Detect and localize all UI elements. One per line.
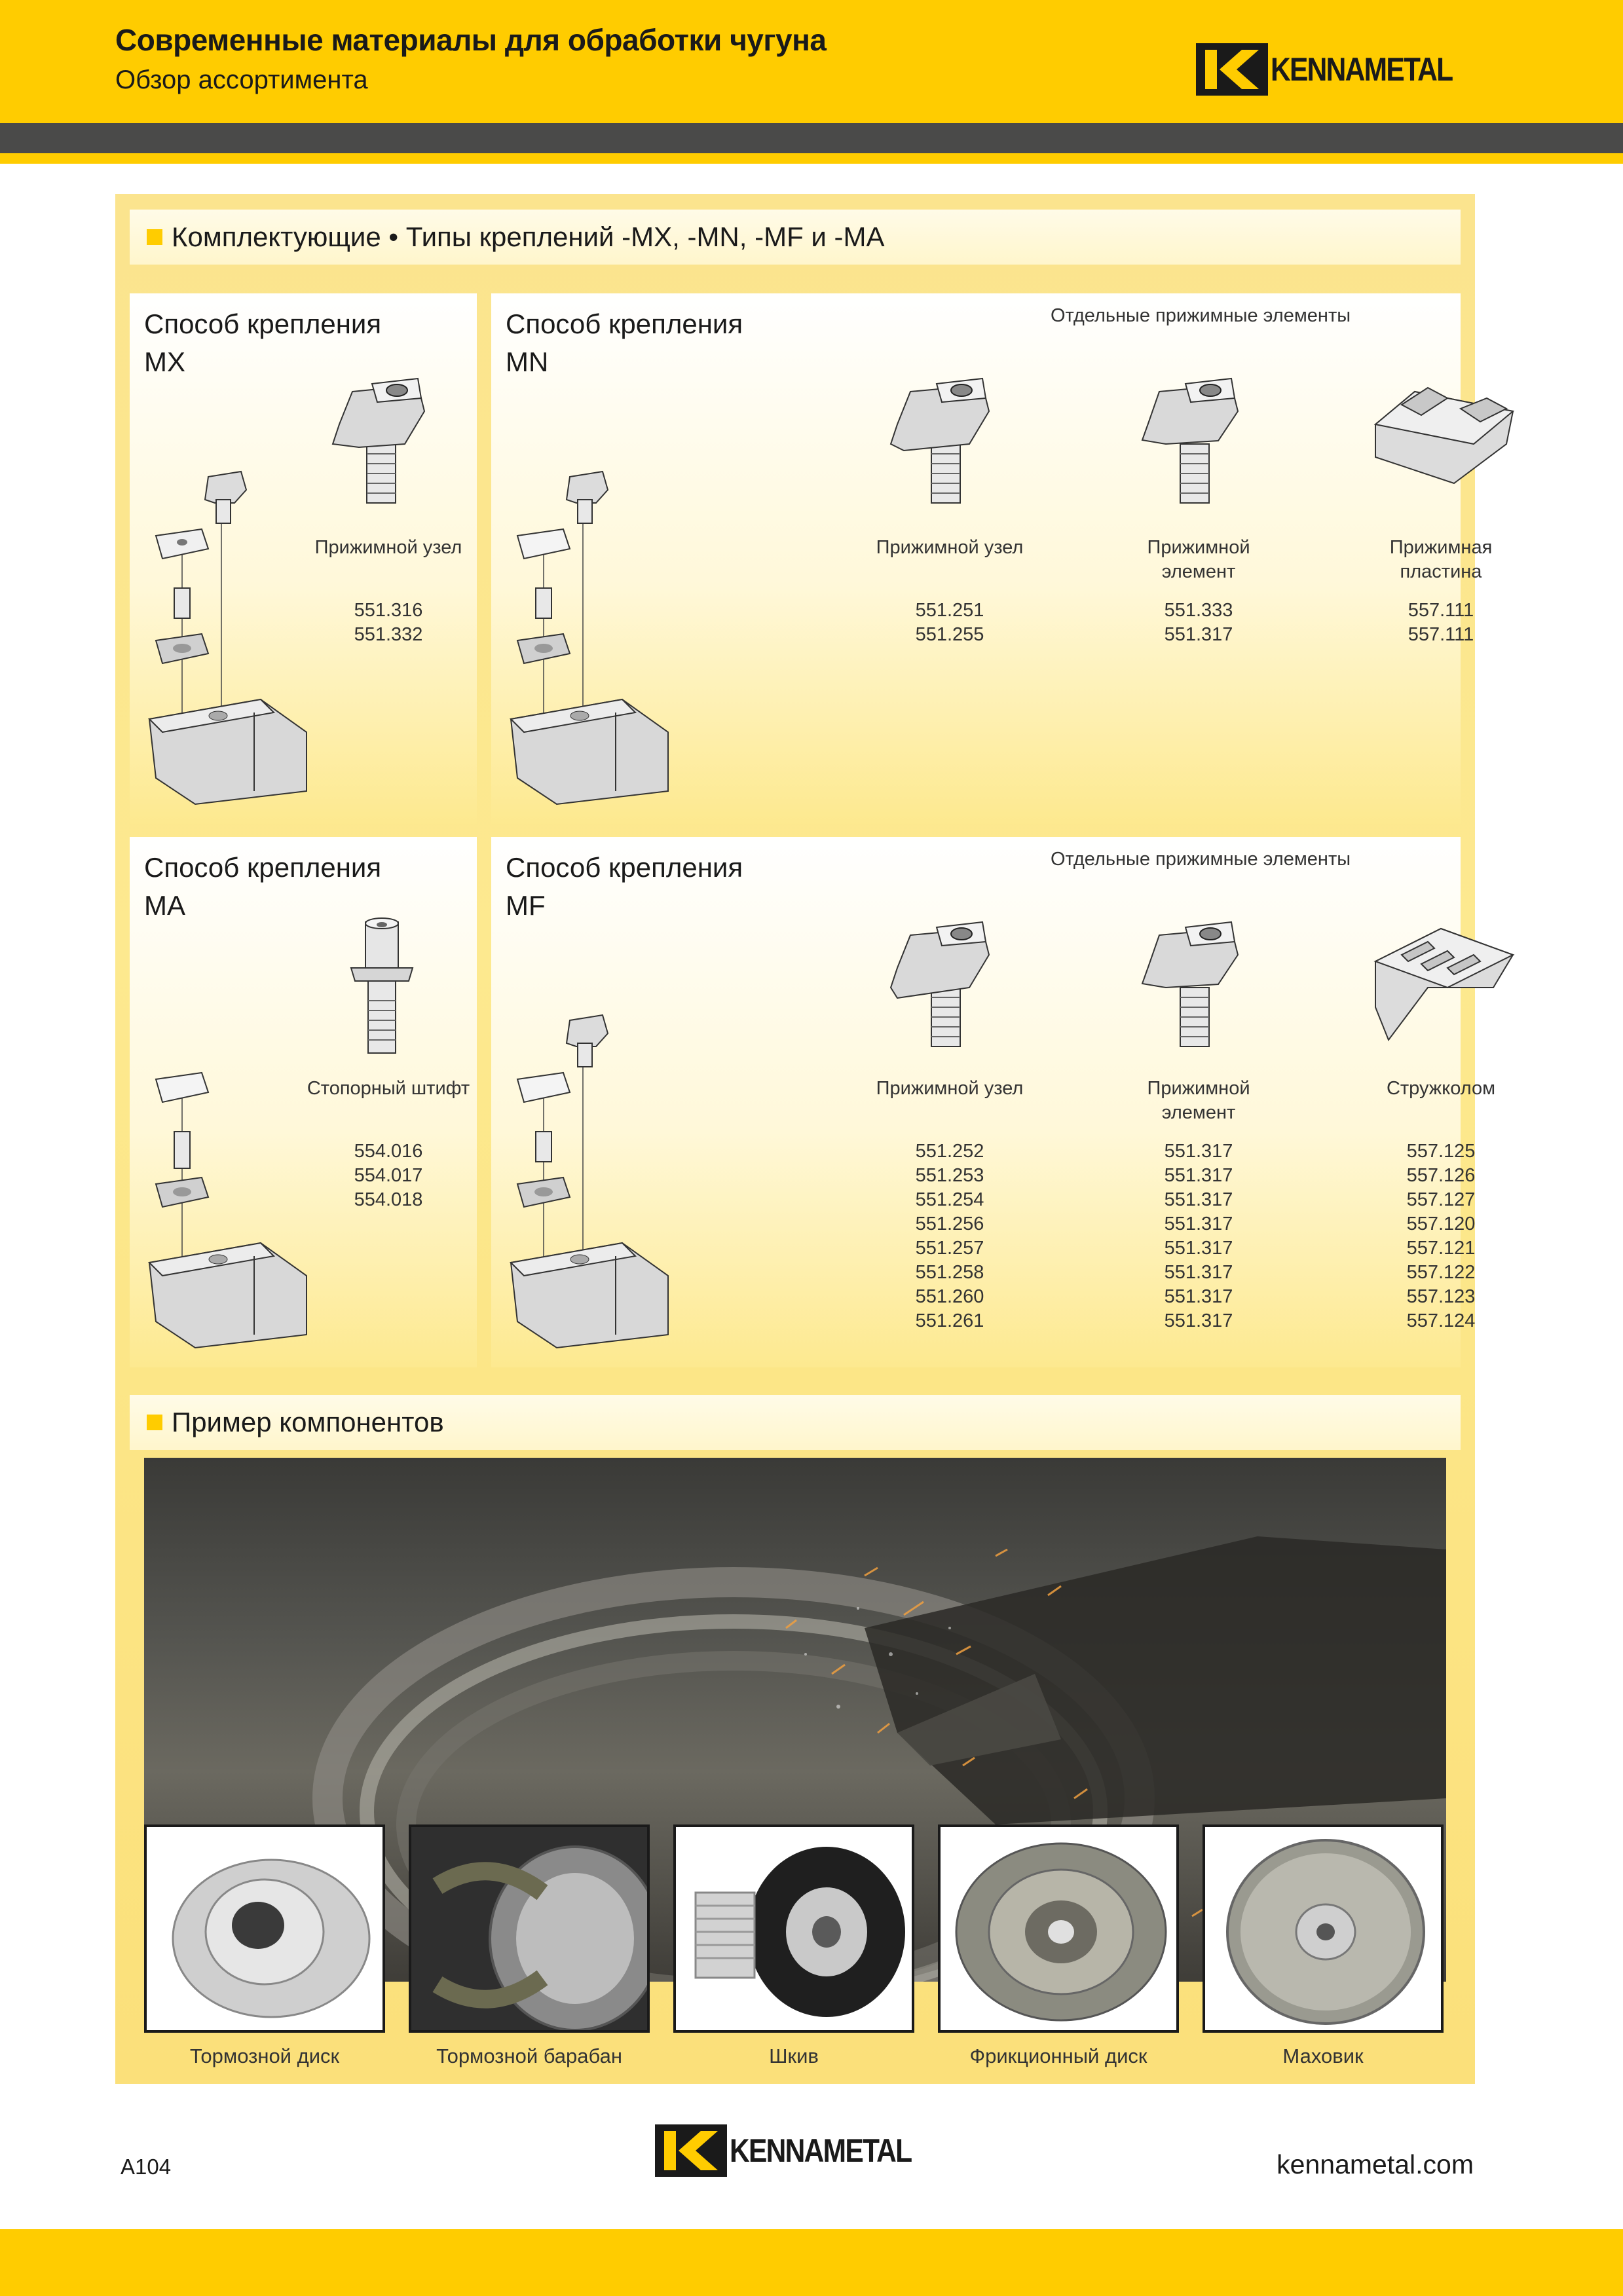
- mf-note: Отдельные прижимные элементы: [1051, 849, 1351, 870]
- brake-disc-thumbnail: [144, 1824, 385, 2033]
- mx-codes: [307, 599, 470, 647]
- kennametal-k-icon: [655, 2124, 727, 2177]
- mn-col-clamp-plate: [1362, 536, 1520, 647]
- part-number: 551.317: [1164, 1213, 1233, 1234]
- mf-col-chipbreaker: [1362, 1077, 1520, 1333]
- mx-box: [130, 293, 477, 824]
- part-number: 551.261: [915, 1310, 984, 1331]
- part-number: 557.127: [1406, 1189, 1476, 1210]
- mf-codes: [1362, 1139, 1520, 1333]
- mf-title-line2: MF: [506, 890, 546, 921]
- component-caption: Шкив: [769, 2045, 819, 2067]
- pulley-icon: [676, 1827, 914, 2033]
- bullet-square-icon: [147, 1415, 162, 1430]
- part-number: 551.260: [915, 1286, 984, 1307]
- section-header-accessories: [130, 210, 1461, 265]
- part-number: 551.333: [1164, 600, 1233, 621]
- part-number: 554.017: [354, 1165, 423, 1186]
- part-number: 557.121: [1406, 1238, 1476, 1259]
- part-number: 551.257: [915, 1238, 984, 1259]
- part-number: 551.316: [354, 600, 423, 621]
- part-number: 551.317: [1164, 624, 1233, 645]
- page-title: Современные материалы для обработки чугуна: [115, 23, 827, 57]
- logo-text: KENNAMETAL: [1271, 51, 1453, 88]
- mn-col-clamp-element: [1120, 536, 1277, 647]
- ma-col-label: Стопорный штифт: [307, 1078, 470, 1099]
- part-number: 551.317: [1164, 1286, 1233, 1307]
- flywheel-icon: [1205, 1827, 1444, 2033]
- kennametal-logo[interactable]: [1196, 43, 1484, 96]
- header-stripe-dark: [0, 123, 1623, 153]
- component-caption: Фрикционный диск: [969, 2045, 1147, 2067]
- clamp-element-icon: [1133, 372, 1251, 509]
- section-header-components: [130, 1395, 1461, 1450]
- part-number: 551.256: [915, 1213, 984, 1234]
- part-number: 551.252: [915, 1141, 984, 1162]
- page-subtitle: Обзор ассортимента: [115, 65, 368, 94]
- brake-disc-icon: [147, 1827, 385, 2033]
- ma-title-line2: MA: [144, 890, 185, 921]
- mf-title: [506, 849, 743, 925]
- mn-exploded-view-icon: [504, 437, 714, 830]
- mx-title-line1: Способ крепления: [144, 308, 382, 339]
- ma-box: [130, 837, 477, 1367]
- bullet-square-icon: [147, 229, 162, 245]
- component-caption: Тормозной диск: [189, 2045, 340, 2067]
- chipbreaker-icon: [1362, 916, 1520, 1046]
- part-number: 551.254: [915, 1189, 984, 1210]
- mn-title-line2: MN: [506, 346, 549, 377]
- part-number: 551.317: [1164, 1141, 1233, 1162]
- mn-col-clamp-assembly: [858, 536, 1041, 647]
- footer-kennametal-logo[interactable]: [655, 2124, 943, 2177]
- friction-disc-thumbnail: [938, 1824, 1179, 2033]
- part-number: 551.258: [915, 1262, 984, 1283]
- mx-title: [144, 305, 381, 381]
- mn-title-line1: Способ крепления: [506, 308, 743, 339]
- part-number: 557.111: [1408, 600, 1474, 621]
- part-number: 557.125: [1406, 1141, 1476, 1162]
- part-number: 557.124: [1406, 1310, 1476, 1331]
- mf-codes: [1120, 1139, 1277, 1333]
- clamp-assembly-icon: [884, 916, 1002, 1053]
- section-title: Пример компонентов: [172, 1407, 444, 1437]
- content-panel: [115, 194, 1496, 2084]
- part-number: 557.123: [1406, 1286, 1476, 1307]
- mf-col-clamp-assembly: [858, 1077, 1041, 1333]
- ma-col-pin: [307, 1077, 470, 1212]
- mn-codes: [1120, 599, 1277, 647]
- part-number: 551.317: [1164, 1310, 1233, 1331]
- mf-codes: [858, 1139, 1041, 1333]
- ma-title-line1: Способ крепления: [144, 852, 382, 883]
- brake-drum-icon: [411, 1827, 650, 2033]
- part-number: 551.253: [915, 1165, 984, 1186]
- part-number: 551.317: [1164, 1262, 1233, 1283]
- mn-box: [491, 293, 1493, 824]
- ma-title: [144, 849, 381, 925]
- section-title: Комплектующие • Типы креплений -MX, -MN, -MF и -MA: [172, 221, 885, 252]
- mn-note: Отдельные прижимные элементы: [1051, 305, 1351, 326]
- ma-codes: [307, 1139, 470, 1212]
- mf-col-label: Стружколом: [1386, 1078, 1496, 1099]
- locking-pin-icon: [346, 916, 418, 1060]
- part-number: 557.111: [1408, 624, 1474, 645]
- website-link[interactable]: kennametal.com: [1277, 2149, 1474, 2179]
- part-number: 551.317: [1164, 1189, 1233, 1210]
- mn-title: [506, 305, 743, 381]
- mf-title-line1: Способ крепления: [506, 852, 743, 883]
- mn-col-label: Прижимной элемент: [1147, 537, 1250, 582]
- friction-disc-icon: [941, 1827, 1179, 2033]
- kennametal-k-icon: [1196, 43, 1268, 96]
- mx-col-clamp: [307, 536, 470, 647]
- part-number: 554.018: [354, 1189, 423, 1210]
- pulley-thumbnail: [673, 1824, 914, 2033]
- part-number: 551.251: [915, 600, 984, 621]
- mf-col-label: Прижимной элемент: [1147, 1078, 1250, 1123]
- brake-drum-thumbnail: [409, 1824, 650, 2033]
- part-number: 557.126: [1406, 1165, 1476, 1186]
- flywheel-thumbnail: [1203, 1824, 1444, 2033]
- header-stripe-yellow: [0, 153, 1623, 164]
- mn-col-label: Прижимная пластина: [1389, 537, 1493, 582]
- part-number: 554.016: [354, 1141, 423, 1162]
- mn-col-label: Прижимной узел: [876, 537, 1024, 558]
- mf-exploded-view-icon: [504, 981, 714, 1374]
- page-number: A104: [121, 2155, 172, 2179]
- mn-codes: [858, 599, 1041, 647]
- part-number: 557.120: [1406, 1213, 1476, 1234]
- part-number: 551.317: [1164, 1238, 1233, 1259]
- clamp-element-icon: [1133, 916, 1251, 1053]
- clamp-plate-icon: [1362, 372, 1520, 490]
- mf-col-clamp-element: [1120, 1077, 1277, 1333]
- mf-box: [491, 837, 1496, 1367]
- component-caption: Маховик: [1282, 2045, 1364, 2067]
- mx-col-label: Прижимной узел: [314, 537, 462, 558]
- part-number: 551.332: [354, 624, 423, 645]
- mn-codes: [1362, 599, 1520, 647]
- header-bar: [0, 0, 1623, 123]
- mx-title-line2: MX: [144, 346, 185, 377]
- part-number: 551.255: [915, 624, 984, 645]
- clamp-assembly-icon: [884, 372, 1002, 509]
- footer-bar: [0, 2229, 1623, 2296]
- logo-text: KENNAMETAL: [730, 2132, 912, 2169]
- mf-col-label: Прижимной узел: [876, 1078, 1024, 1099]
- part-number: 557.122: [1406, 1262, 1476, 1283]
- part-number: 551.317: [1164, 1165, 1233, 1186]
- component-caption: Тормозной барабан: [436, 2045, 622, 2067]
